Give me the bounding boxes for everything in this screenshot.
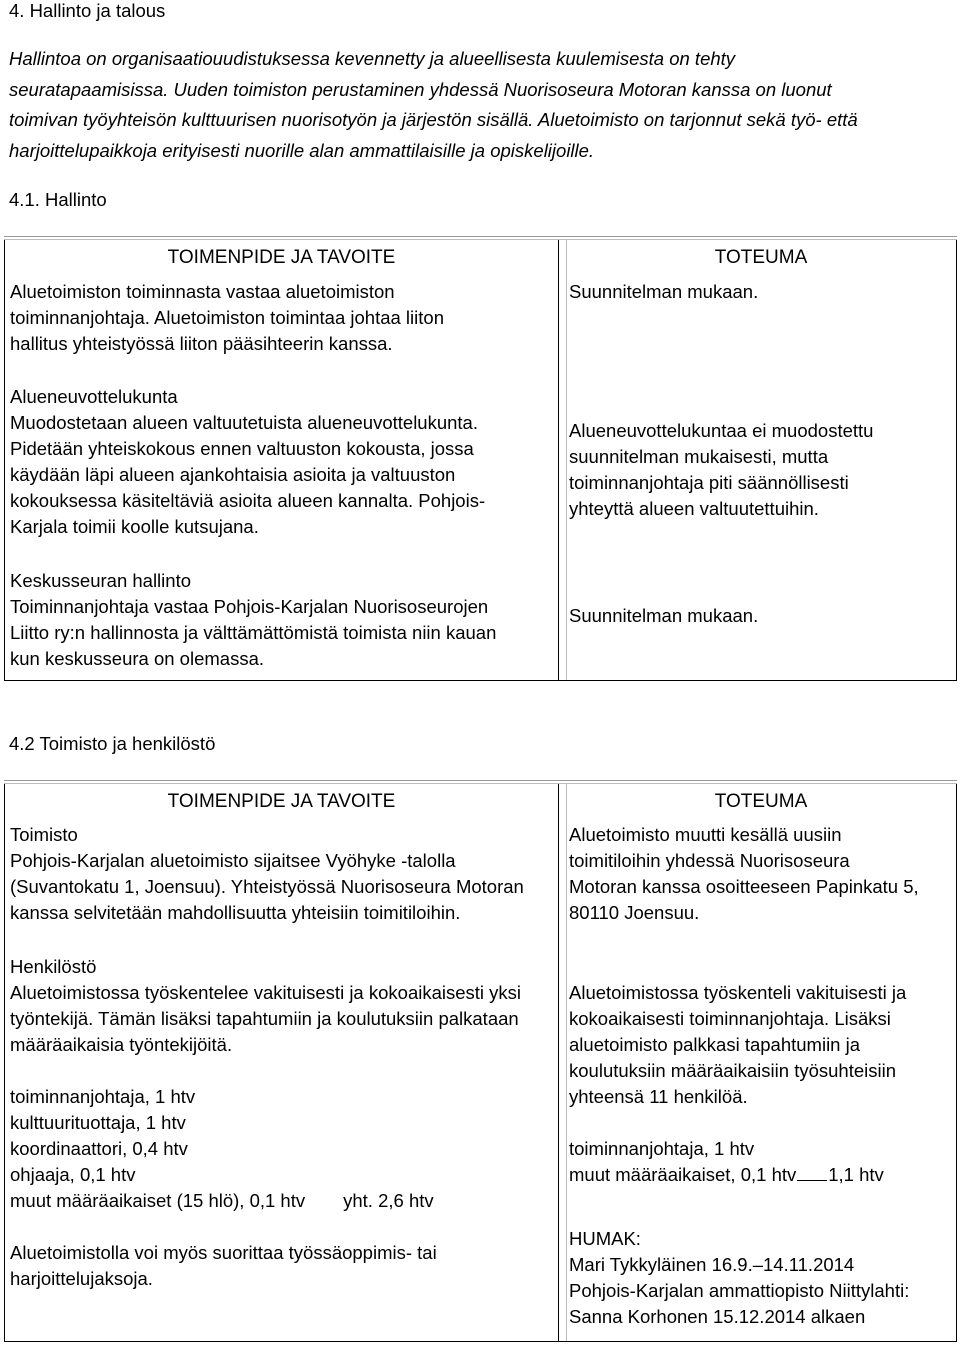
text-line: kanssa selvitetään mahdollisuutta yhteisiin toimitiloihin. [10,902,461,923]
staff-item: muut määräaikaiset, 0,1 htv [569,1164,797,1185]
text-line: yhteyttä alueen valtuutettuihin. [569,498,819,519]
text-line: aluetoimisto palkkasi tapahtumiin ja [569,1034,861,1055]
text-line: Aluetoimiston toiminnasta vastaa aluetoimiston [10,281,395,302]
text-line: kun keskusseura on olemassa. [10,648,264,669]
text-line: Muodostetaan alueen valtuutetuista alueneuvottelukunta. [10,412,478,433]
row-keskusseura-right [569,603,758,629]
column-divider [558,240,559,680]
text-line: Alueneuvottelukuntaa ei muodostettu [569,420,874,441]
staff-item: ohjaaja, 0,1 htv [10,1164,136,1185]
text-line: kokouksessa käsiteltäviä asioita alueen kannalta. Pohjois- [10,490,486,511]
text-line: toiminnanjohtaja piti säännöllisesti [569,472,849,493]
intro-line: Hallintoa on organisaatiouudistuksessa kevennetty ja alueellisesta kuulemisesta on tehty [9,48,736,69]
section-title: 4. Hallinto ja talous [9,0,166,21]
text-line: toiminnanjohtaja. Aluetoimiston toimintaa johtaa liiton [10,307,444,328]
row-title: Keskusseuran hallinto [10,570,191,591]
row-toimisto-right [569,822,919,926]
column-divider [558,784,559,1341]
text-line: toimitiloihin yhdessä Nuorisoseura [569,850,850,871]
text-line: Aluetoimistossa työskenteli vakituisesti ja [569,982,907,1003]
text-line: Suunnitelman mukaan. [569,605,759,626]
text-line: Suunnitelman mukaan. [569,281,759,302]
row-henkilosto-right [569,980,909,1330]
text-line: harjoittelujaksoja. [10,1268,153,1289]
text-line: Sanna Korhonen 15.12.2014 alkaen [569,1306,866,1327]
staff-item: kulttuurituottaja, 1 htv [10,1112,186,1133]
intro-line: toimivan työyhteisön kulttuurisen nuorisotyön ja järjestön sisällä. Aluetoimisto on tarjonnut sekä työ- että [9,109,858,130]
text-line: Pidetään yhteiskokous ennen valtuuston kokousta, jossa [10,438,474,459]
row-title: Alueneuvottelukunta [10,386,178,407]
row-title: Henkilöstö [10,956,97,977]
staff-item: muut määräaikaiset (15 hlö), 0,1 htv [10,1190,306,1211]
table-toimisto [4,783,957,1342]
staff-item: koordinaattori, 0,4 htv [10,1138,188,1159]
text-line: Liitto ry:n hallinnosta ja välttämättömistä toimista niin kauan [10,622,497,643]
table-hallinto [4,239,957,681]
text-line: 80110 Joensuu. [569,902,700,923]
text-line: Aluetoimisto muutti kesällä uusiin [569,824,842,845]
text-line: määräaikaisia työntekijöitä. [10,1034,233,1055]
header-toteuma: TOTEUMA [714,247,808,268]
row-hallinto-right [569,279,758,305]
text-line: Aluetoimistolla voi myös suorittaa työssäoppimis- tai [10,1242,437,1263]
intro-line: seuratapaamisissa. Uuden toimiston perustaminen yhdessä Nuorisoseura Motoran kanssa on luonut [9,79,832,100]
text-line: Aluetoimistossa työskentelee vakituisesti ja kokoaikaisesti yksi [10,982,522,1003]
column-divider [566,240,567,680]
staff-item-last [10,1188,521,1214]
header-toimenpide: TOIMENPIDE JA TAVOITE [167,247,396,268]
staff-item: toiminnanjohtaja, 1 htv [569,1138,755,1159]
row-keskusseura-left [10,568,496,672]
subsection-title: 4.1. Hallinto [9,189,107,210]
text-line: koulutuksiin määräaikaisiin työsuhteisiin [569,1060,896,1081]
row-toimisto-left [10,822,524,926]
staff-item: toiminnanjohtaja, 1 htv [10,1086,196,1107]
text-line: HUMAK: [569,1228,641,1249]
column-divider [566,784,567,1341]
subsection-title: 4.2 Toimisto ja henkilöstö [9,733,216,754]
staff-total: yht. 2,6 htv [343,1190,434,1211]
text-line: Karjala toimii koolle kutsujana. [10,516,259,537]
text-line: työntekijä. Tämän lisäksi tapahtumiin ja koulutuksiin palkataan [10,1008,519,1029]
row-hallinto-left [10,279,444,357]
row-alueneuvottelukunta-right [569,418,873,522]
text-line: Toiminnanjohtaja vastaa Pohjois-Karjalan Nuorisoseurojen [10,596,489,617]
text-line: yhteensä 11 henkilöä. [569,1086,748,1107]
header-toteuma: TOTEUMA [714,791,808,812]
row-title: Toimisto [10,824,78,845]
staff-item-total [569,1162,909,1188]
text-line: hallitus yhteistyössä liiton pääsihteerin kanssa. [10,333,393,354]
text-line: Motoran kanssa osoitteeseen Papinkatu 5, [569,876,919,897]
text-line: suunnitelman mukaisesti, mutta [569,446,829,467]
text-line: Pohjois-Karjalan aluetoimisto sijaitsee Vyöhyke -talolla [10,850,456,871]
text-line: kokoaikaisesti toiminnanjohtaja. Lisäksi [569,1008,891,1029]
row-alueneuvottelukunta-left [10,384,485,540]
staff-total: 1,1 htv [828,1164,884,1185]
text-line: (Suvantokatu 1, Joensuu). Yhteistyössä Nuorisoseura Motoran [10,876,524,897]
text-line: Pohjois-Karjalan ammattiopisto Niittylahti: [569,1280,910,1301]
text-line: Mari Tykkyläinen 16.9.–14.11.2014 [569,1254,855,1275]
row-henkilosto-left [10,954,521,1292]
intro-line: harjoittelupaikkoja erityisesti nuorille alan ammattilaisille ja opiskelijoille. [9,140,595,161]
header-toimenpide: TOIMENPIDE JA TAVOITE [167,791,396,812]
text-line: käydään läpi alueen ajankohtaisia asioita ja valtuuston [10,464,456,485]
